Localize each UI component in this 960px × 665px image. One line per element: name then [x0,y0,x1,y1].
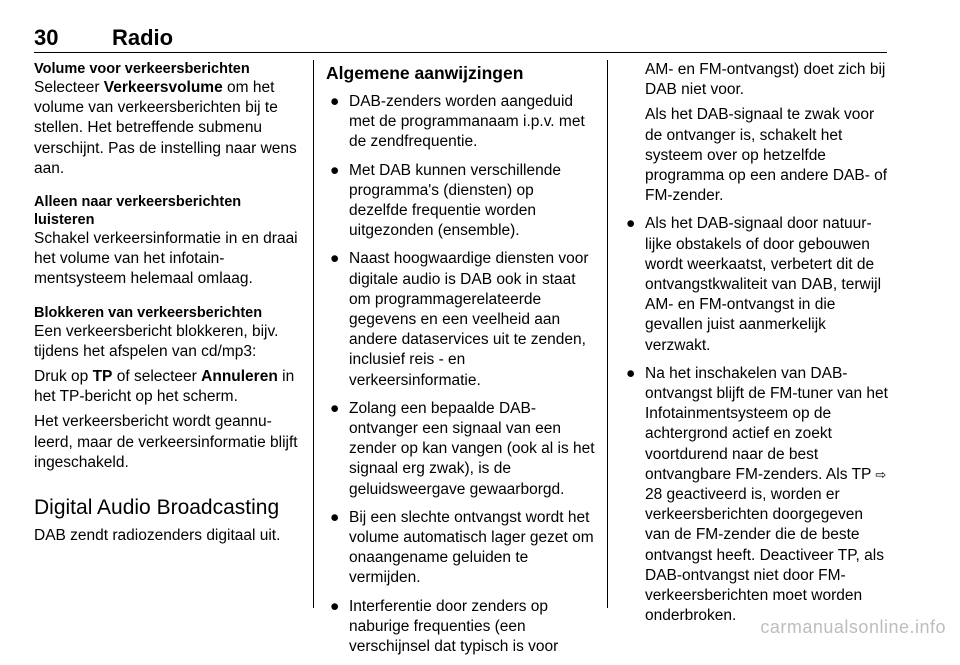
watermark: carmanualsonline.info [760,617,946,637]
subheading: Volume voor verkeersberichten [34,61,250,77]
bullet-icon: ● [330,250,340,268]
bullet-icon: ● [330,93,340,110]
list-item-text: Met DAB kunnen verschillende programma's (diensten) op dezelfde frequentie worden uitgezonden (ensemble). [349,161,561,240]
ui-term: Annuleren [201,368,278,386]
paragraph: Het verkeersbericht wordt geannuleerd, maar de verkeersinformatie blijft ingeschakeld. [34,413,298,471]
list-item [326,92,596,153]
paragraph: Als het DAB-signaal te zwak voor de ontvanger is, schakelt het systeem over op hetzelfde programma op een andere DAB- of FM-zender. [645,106,888,205]
column-right [622,60,890,634]
section-traffic-volume [34,60,302,179]
list-item [326,508,596,589]
paragraph [34,78,302,179]
section-block-traffic [34,304,302,473]
ui-term: Verkeersvolume [103,79,223,96]
bullet-list [326,92,596,657]
page-number: 30 [34,25,59,50]
text: Selecteer [34,79,104,96]
list-item-text: Na het inschakelen van DAB-ontvangst blijft de FM-tuner van het Infotainmentsysteem op de achtergrond actief en zoekt voortdurend naar de best ontvangbare FM-zenders. Als TP [645,364,888,483]
bullet-icon: ● [330,597,340,615]
bullet-icon: ● [626,364,636,382]
list-item-text: DAB-zenders worden aangeduid met de programmanaam i.p.v. met de zendfrequentie. [349,93,585,151]
text: of selecteer [112,368,202,386]
list-item [326,399,596,500]
list-item [326,161,596,242]
section-heading-dab: Digital Audio Broadcasting [34,496,280,520]
heading-general-notes: Algemene aanwijzingen [326,63,524,83]
list-item [326,597,596,658]
list-item-text: 28 geactiveerd is, worden er verkeersberichten doorgegeven van de FM-zender die de beste ontvangst heeft. Deactiveer TP, als DAB-ontvangst niet door FM-verkeersberichten moet worden onderbroken. [645,486,884,625]
list-item-text: Zolang een bepaalde DAB-ontvanger een signaal van een zender op kan vangen (ook al is het signaal erg zwak), is de geluidsweergave gewaarborgd. [349,399,595,498]
column-left [34,60,302,551]
bullet-list [622,214,890,626]
list-item [326,249,596,390]
section-traffic-only [34,193,302,290]
page-header [34,26,887,53]
paragraph: DAB zendt radiozenders digitaal uit. [34,527,281,545]
section-title: Radio [112,25,174,50]
text: om het volume van verkeersberichten bij te stellen. Het betreffende submenu verschijnt. Pas de instelling naar wens aan. [34,79,297,177]
paragraph [34,367,302,407]
subheading: Alleen naar verkeersberichten luisteren [34,194,242,229]
column-divider [607,60,608,608]
column-middle [326,60,596,665]
text: in het TP-bericht op het scherm. [34,368,295,406]
list-item-text: Bij een slechte ontvangst wordt het volume automatisch lager gezet om onaangename geluiden te vermijden. [349,508,594,587]
paragraph: Schakel verkeersinformatie in en draai het volume van het infotainmentsysteem helemaal omlaag. [34,230,298,288]
list-item [622,214,890,355]
page-reference-arrow-icon[interactable]: ⇨ [875,466,887,482]
text: Druk op [34,368,93,386]
subheading: Blokkeren van verkeersberichten [34,304,263,321]
bullet-icon: ● [626,215,636,233]
continued-paragraph: AM- en FM-ontvangst) doet zich bij DAB niet voor. [645,61,886,99]
list-item-text: Naast hoogwaardige diensten voor digitale audio is DAB ook in staat om programmagerelateerde gegevens en een veelheid aan andere dataservices uit te zenden, inclusief reis - en verkeersinformatie. [349,250,589,389]
list-item [622,364,890,627]
list-item-text: Interferentie door zenders op naburige frequenties (een verschijnsel dat typisch is voor [349,597,559,656]
paragraph: Een verkeersbericht blokkeren, bijv. tijdens het afspelen van cd/mp3: [34,322,279,360]
column-divider [313,60,314,608]
bullet-icon: ● [330,399,340,417]
list-item-text: Als het DAB-signaal door natuurlijke obstakels of door gebouwen wordt weerkaatst, verbetert dit de ontvangstkwaliteit van DAB, terwijl AM- en FM-ontvangst in die gevallen juist aanmerkelijk verzwakt. [645,215,882,354]
bullet-icon: ● [330,508,340,526]
bullet-icon: ● [330,161,340,179]
ui-term: TP [92,368,113,386]
